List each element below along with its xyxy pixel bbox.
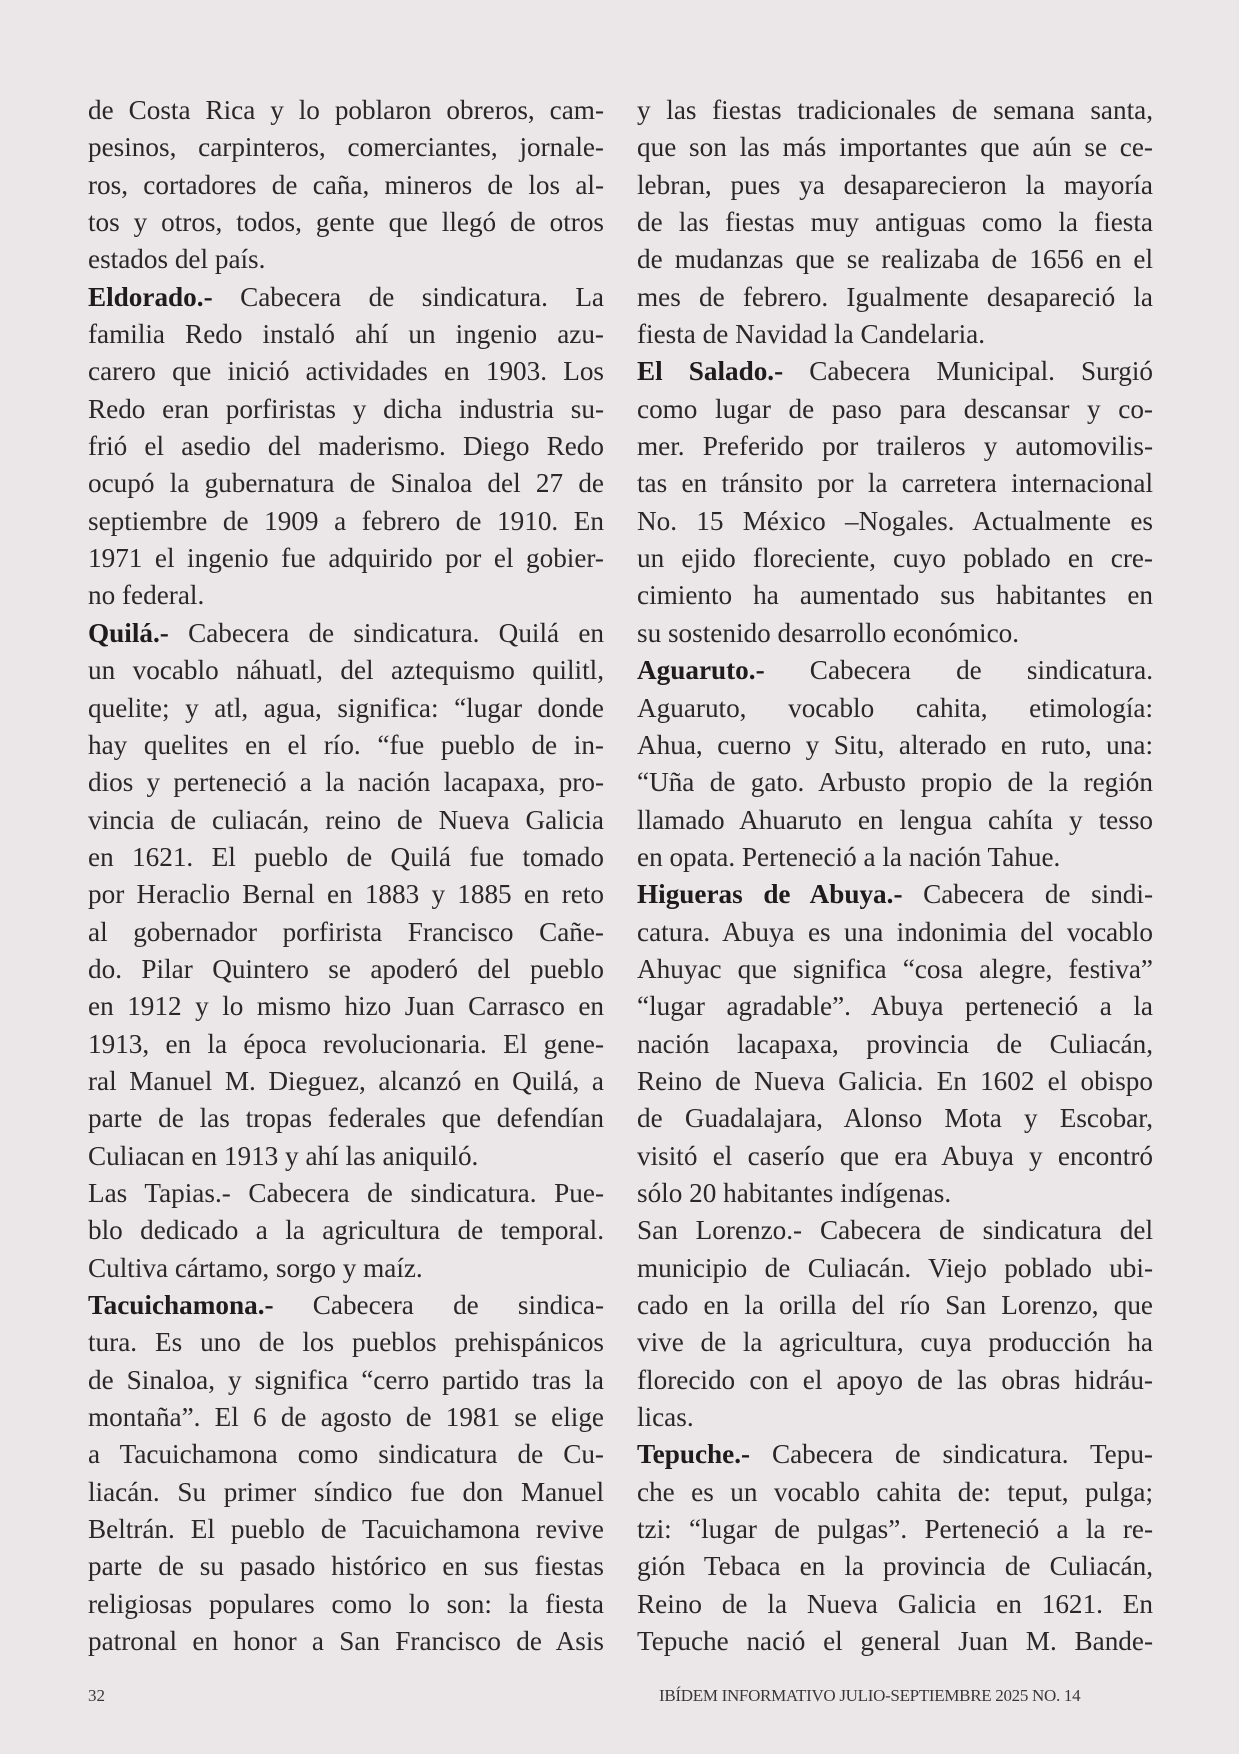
line-text: cimiento ha aumentado sus habitantes en (637, 580, 1153, 611)
line-text: un ejido floreciente, cuyo poblado en cre- (637, 543, 1153, 574)
text-line (637, 465, 1153, 502)
line-text: religiosas populares como lo son: la fiesta (88, 1588, 604, 1619)
line-text: en opata. Perteneció a la nación Tahue. (637, 841, 1061, 872)
text-line (637, 988, 1153, 1025)
line-text: de Guadalajara, Alonso Mota y Escobar, (637, 1103, 1153, 1134)
entry-heading-line (637, 876, 1153, 913)
line-text: tas en tránsito por la carretera internacional (637, 468, 1153, 499)
line-text: vive de la agricultura, cuya producción ha (637, 1327, 1153, 1358)
text-line (88, 1474, 604, 1511)
line-text: Cabecera de sindica- (273, 1290, 604, 1320)
line-text: Cultiva cártamo, sorgo y maíz. (88, 1252, 423, 1283)
line-text: al gobernador porfirista Francisco Cañe- (88, 916, 604, 947)
line-text: che es un vocablo cahita de: teput, pulga; (637, 1476, 1153, 1507)
line-text: 1971 el ingenio fue adquirido por el gobier- (88, 543, 604, 574)
line-text: Las Tapias.- Cabecera de sindicatura. Pue- (88, 1177, 604, 1208)
entry-heading-line (88, 279, 604, 316)
line-text: llamado Ahuaruto en lengua cahíta y tesso (637, 804, 1153, 835)
text-line (637, 1324, 1153, 1361)
text-line (637, 1250, 1153, 1287)
line-text: Ahuyac que significa “cosa alegre, festiva” (637, 953, 1153, 984)
line-text: pesinos, carpinteros, comerciantes, jornale- (88, 132, 604, 163)
line-text: dios y perteneció a la nación lacapaxa, pro- (88, 767, 604, 798)
text-line (88, 1250, 604, 1287)
text-line (88, 465, 604, 502)
line-text: septiembre de 1909 a febrero de 1910. En (88, 505, 604, 536)
text-line (637, 279, 1153, 316)
text-line (637, 1586, 1153, 1623)
line-text: carero que inició actividades en 1903. Los (88, 356, 604, 387)
text-line (88, 1548, 604, 1585)
text-line (637, 1399, 1153, 1436)
text-line (88, 1586, 604, 1623)
text-line (637, 615, 1153, 652)
text-line (88, 92, 604, 129)
line-text: Culiacan en 1913 y ahí las aniquiló. (88, 1140, 479, 1171)
text-line (637, 764, 1153, 801)
line-text: Redo eran porfiristas y dicha industria su- (88, 393, 604, 424)
text-line (637, 690, 1153, 727)
line-text: de mudanzas que se realizaba de 1656 en el (637, 244, 1153, 275)
text-line (637, 577, 1153, 614)
line-text: en 1621. El pueblo de Quilá fue tomado (88, 841, 604, 872)
text-line (88, 1212, 604, 1249)
line-text: 1913, en la época revolucionaria. El gene- (88, 1028, 604, 1059)
text-line (637, 241, 1153, 278)
line-text: San Lorenzo.- Cabecera de sindicatura del (637, 1215, 1153, 1246)
line-text: familia Redo instaló ahí un ingenio azu- (88, 319, 604, 350)
line-text: mer. Preferido por traileros y automovilis- (637, 431, 1153, 462)
text-line (637, 914, 1153, 951)
place-heading: Aguaruto.- (637, 655, 765, 686)
text-line (637, 540, 1153, 577)
text-line (637, 167, 1153, 204)
entry-heading-line (637, 353, 1153, 390)
text-line (637, 839, 1153, 876)
line-text: tzi: “lugar de pulgas”. Perteneció a la re- (637, 1514, 1153, 1545)
line-text: en 1912 y lo mismo hizo Juan Carrasco en (88, 991, 604, 1022)
place-heading: El Salado.- (637, 356, 784, 387)
line-text: Cabecera de sindicatura. (764, 655, 1153, 686)
line-text: quelite; y atl, agua, significa: “lugar donde (88, 692, 604, 723)
text-line (88, 503, 604, 540)
line-text: no federal. (88, 580, 205, 611)
line-text: gión Tebaca en la provincia de Culiacán, (637, 1551, 1153, 1582)
line-text: mes de febrero. Igualmente desapareció la (637, 281, 1153, 312)
text-line (88, 988, 604, 1025)
text-line (637, 1511, 1153, 1548)
text-line (637, 1474, 1153, 1511)
line-text: “lugar agradable”. Abuya perteneció a la (637, 991, 1153, 1022)
line-text: Cabecera de sindicatura. Tepu- (750, 1439, 1153, 1470)
line-text: a Tacuichamona como sindicatura de Cu- (88, 1439, 604, 1470)
line-text: ral Manuel M. Dieguez, alcanzó en Quilá, a (88, 1065, 604, 1096)
line-text: su sostenido desarrollo económico. (637, 617, 1020, 648)
line-text: un vocablo náhuatl, del aztequismo quilitl, (88, 655, 604, 686)
text-line (88, 241, 604, 278)
text-line (88, 690, 604, 727)
text-line (637, 1287, 1153, 1324)
line-text: Cabecera de sindicatura. La (212, 281, 604, 312)
line-text: Cabecera Municipal. Surgió (783, 356, 1153, 387)
line-text: blo dedicado a la agricultura de temporal. (88, 1215, 604, 1246)
text-line (88, 167, 604, 204)
text-line (637, 428, 1153, 465)
text-line (637, 802, 1153, 839)
text-line (88, 914, 604, 951)
line-text: frió el asedio del maderismo. Diego Redo (88, 431, 604, 462)
line-text: Tepuche nació el general Juan M. Bande- (637, 1626, 1153, 1657)
line-text: que son las más importantes que aún se ce- (637, 132, 1153, 163)
place-heading: Eldorado.- (88, 281, 213, 312)
text-line (637, 1362, 1153, 1399)
text-line (88, 204, 604, 241)
text-line (637, 1175, 1153, 1212)
text-line (88, 353, 604, 390)
text-line (637, 1138, 1153, 1175)
line-text: “Uña de gato. Arbusto propio de la región (637, 767, 1153, 798)
entry-heading-line (637, 1436, 1153, 1473)
text-line (88, 1063, 604, 1100)
entry-heading-line (88, 615, 604, 652)
text-line (88, 1511, 604, 1548)
entry-heading-line (637, 652, 1153, 689)
text-line (88, 1399, 604, 1436)
text-line (637, 727, 1153, 764)
text-line (637, 951, 1153, 988)
text-line (88, 951, 604, 988)
place-heading: Quilá.- (88, 617, 169, 648)
line-text: sólo 20 habitantes indígenas. (637, 1177, 952, 1208)
text-line (637, 1548, 1153, 1585)
line-text: ros, cortadores de caña, mineros de los al- (88, 169, 604, 200)
line-text: parte de su pasado histórico en sus fiestas (88, 1551, 604, 1582)
text-line (88, 316, 604, 353)
left-column (88, 92, 604, 1660)
place-heading: Tacuichamona.- (88, 1290, 274, 1320)
text-line (637, 503, 1153, 540)
line-text: Aguaruto, vocablo cahita, etimología: (637, 692, 1153, 723)
text-line (88, 391, 604, 428)
line-text: licas. (637, 1402, 694, 1433)
line-text: Beltrán. El pueblo de Tacuichamona revive (88, 1514, 604, 1545)
line-text: montaña”. El 6 de agosto de 1981 se elige (88, 1402, 604, 1433)
text-line (637, 1212, 1153, 1249)
line-text: de las fiestas muy antiguas como la fiesta (637, 207, 1153, 238)
text-line (88, 802, 604, 839)
text-line (637, 1063, 1153, 1100)
line-text: y las fiestas tradicionales de semana santa, (637, 95, 1153, 125)
line-text: Cabecera de sindicatura. Quilá en (168, 617, 604, 648)
text-line (637, 129, 1153, 166)
text-line (88, 577, 604, 614)
text-line (88, 1436, 604, 1473)
text-line (88, 129, 604, 166)
line-text: hay quelites en el río. “fue pueblo de in- (88, 729, 604, 760)
line-text: do. Pilar Quintero se apoderó del pueblo (88, 953, 604, 984)
text-line (88, 540, 604, 577)
line-text: Ahua, cuerno y Situ, alterado en ruto, una: (637, 729, 1153, 760)
publication-footer: IBÍDEM INFORMATIVO JULIO-SEPTIEMBRE 2025 NO. 14 (659, 1686, 1081, 1705)
line-text: visitó el caserío que era Abuya y encontró (637, 1140, 1153, 1171)
text-line (637, 204, 1153, 241)
line-text: tura. Es uno de los pueblos prehispánicos (88, 1327, 604, 1358)
text-line (88, 652, 604, 689)
line-text: estados del país. (88, 244, 266, 275)
text-line (88, 1175, 604, 1212)
text-line (637, 1100, 1153, 1137)
right-column (637, 92, 1153, 1660)
line-text: de Costa Rica y lo poblaron obreros, cam- (88, 95, 604, 125)
line-text: patronal en honor a San Francisco de Asis (88, 1626, 604, 1657)
entry-heading-line (88, 1287, 604, 1324)
line-text: como lugar de paso para descansar y co- (637, 393, 1153, 424)
line-text: municipio de Culiacán. Viejo poblado ubi- (637, 1252, 1153, 1283)
text-line (88, 839, 604, 876)
page-number: 32 (88, 1686, 105, 1705)
line-text: cado en la orilla del río San Lorenzo, que (637, 1290, 1153, 1320)
text-line (637, 92, 1153, 129)
line-text: por Heraclio Bernal en 1883 y 1885 en reto (88, 879, 604, 910)
place-heading: Higueras de Abuya.- (637, 879, 903, 910)
line-text: nación lacapaxa, provincia de Culiacán, (637, 1028, 1153, 1059)
text-line (88, 1324, 604, 1361)
line-text: tos y otros, todos, gente que llegó de otros (88, 207, 604, 238)
line-text: fiesta de Navidad la Candelaria. (637, 319, 985, 350)
line-text: Reino de la Nueva Galicia en 1621. En (637, 1588, 1153, 1619)
line-text: parte de las tropas federales que defendían (88, 1103, 604, 1134)
line-text: catura. Abuya es una indonimia del vocablo (637, 916, 1153, 947)
line-text: florecido con el apoyo de las obras hidráu- (637, 1364, 1153, 1395)
place-heading: Tepuche.- (637, 1439, 751, 1470)
text-line (88, 1623, 604, 1660)
line-text: vincia de culiacán, reino de Nueva Galicia (88, 804, 604, 835)
line-text: Cabecera de sindi- (902, 879, 1153, 910)
line-text: liacán. Su primer síndico fue don Manuel (88, 1476, 604, 1507)
text-line (88, 727, 604, 764)
line-text: ocupó la gubernatura de Sinaloa del 27 de (88, 468, 604, 499)
text-line (637, 1623, 1153, 1660)
line-text: No. 15 México –Nogales. Actualmente es (637, 505, 1153, 536)
text-line (637, 316, 1153, 353)
text-line (88, 764, 604, 801)
text-line (637, 1026, 1153, 1063)
text-line (637, 391, 1153, 428)
line-text: Reino de Nueva Galicia. En 1602 el obispo (637, 1065, 1153, 1096)
text-line (88, 1026, 604, 1063)
line-text: lebran, pues ya desaparecieron la mayoría (637, 169, 1153, 200)
text-line (88, 876, 604, 913)
line-text: de Sinaloa, y significa “cerro partido tras la (88, 1364, 604, 1395)
text-line (88, 1138, 604, 1175)
text-line (88, 428, 604, 465)
text-line (88, 1100, 604, 1137)
text-line (88, 1362, 604, 1399)
